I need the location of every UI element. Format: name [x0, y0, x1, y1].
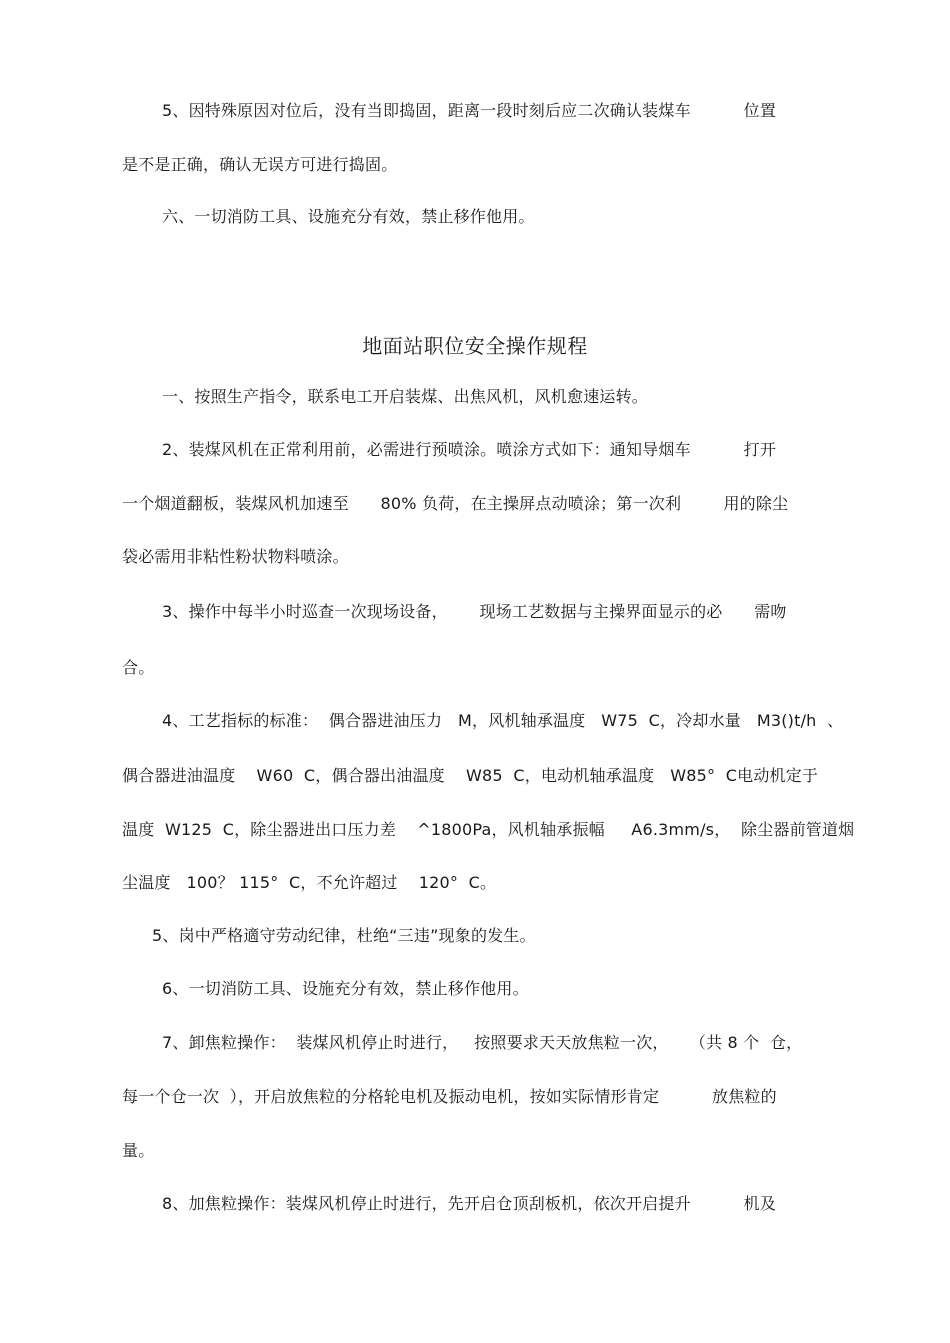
paragraph-line: 2、装煤风机在正常利用前，必需进行预喷涂。喷涂方式如下：通知导烟车 打开: [162, 440, 777, 459]
paragraph-line: 袋必需用非粘性粉状物料喷涂。: [122, 547, 349, 566]
paragraph-line: 5、因特殊原因对位后，没有当即捣固，距离一段时刻后应二次确认装煤车 位置: [162, 101, 777, 120]
paragraph-line: 偶合器进油温度 W60 C，偶合器出油温度 W85 C，电动机轴承温度 W85° C电动机定于: [122, 766, 819, 785]
paragraph-line: 一、按照生产指令，联系电工开启装煤、出焦风机，风机愈速运转。: [162, 387, 649, 406]
section-title: 地面站职位安全操作规程: [362, 334, 588, 358]
paragraph-line: 8、加焦粒操作：装煤风机停止时进行，先开启仓顶刮板机，依次开启提升 机及: [162, 1194, 777, 1213]
paragraph-line: 是不是正确，确认无误方可进行捣固。: [122, 155, 398, 174]
paragraph-line: 温度 W125 C，除尘器进出口压力差 ^1800Pa，风机轴承振幅 A6.3mm/s， 除尘器前管道烟: [122, 820, 855, 839]
paragraph-line: 合。: [122, 658, 155, 677]
paragraph-line: 每一个仓一次 ），开启放焦粒的分格轮电机及振动电机，按如实际情形肯定 放焦粒的: [122, 1087, 777, 1106]
paragraph-line: 3、操作中每半小时巡查一次现场设备， 现场工艺数据与主操界面显示的必 需吻: [162, 602, 787, 621]
paragraph-line: 尘温度 100？ 115° C，不允许超过 120° C。: [122, 873, 497, 892]
paragraph-line: 7、卸焦粒操作： 装煤风机停止时进行， 按照要求天天放焦粒一次， （共 8 个 仓，: [162, 1033, 803, 1052]
paragraph-line: 六、一切消防工具、设施充分有效，禁止移作他用。: [162, 207, 535, 226]
paragraph-line: 量。: [122, 1141, 155, 1160]
paragraph-line: 4、工艺指标的标准： 偶合器进油压力 M，风机轴承温度 W75 C，冷却水量 M3()t/h 、: [162, 711, 844, 730]
paragraph-line: 一个烟道翻板，装煤风机加速至 80% 负荷，在主操屏点动喷涂；第一次利 用的除尘: [122, 494, 789, 513]
paragraph-line: 5、岗中严格適守劳动纪律，杜绝“三违”现象的发生。: [152, 926, 536, 945]
paragraph-line: 6、一切消防工具、设施充分有效，禁止移作他用。: [162, 979, 529, 998]
